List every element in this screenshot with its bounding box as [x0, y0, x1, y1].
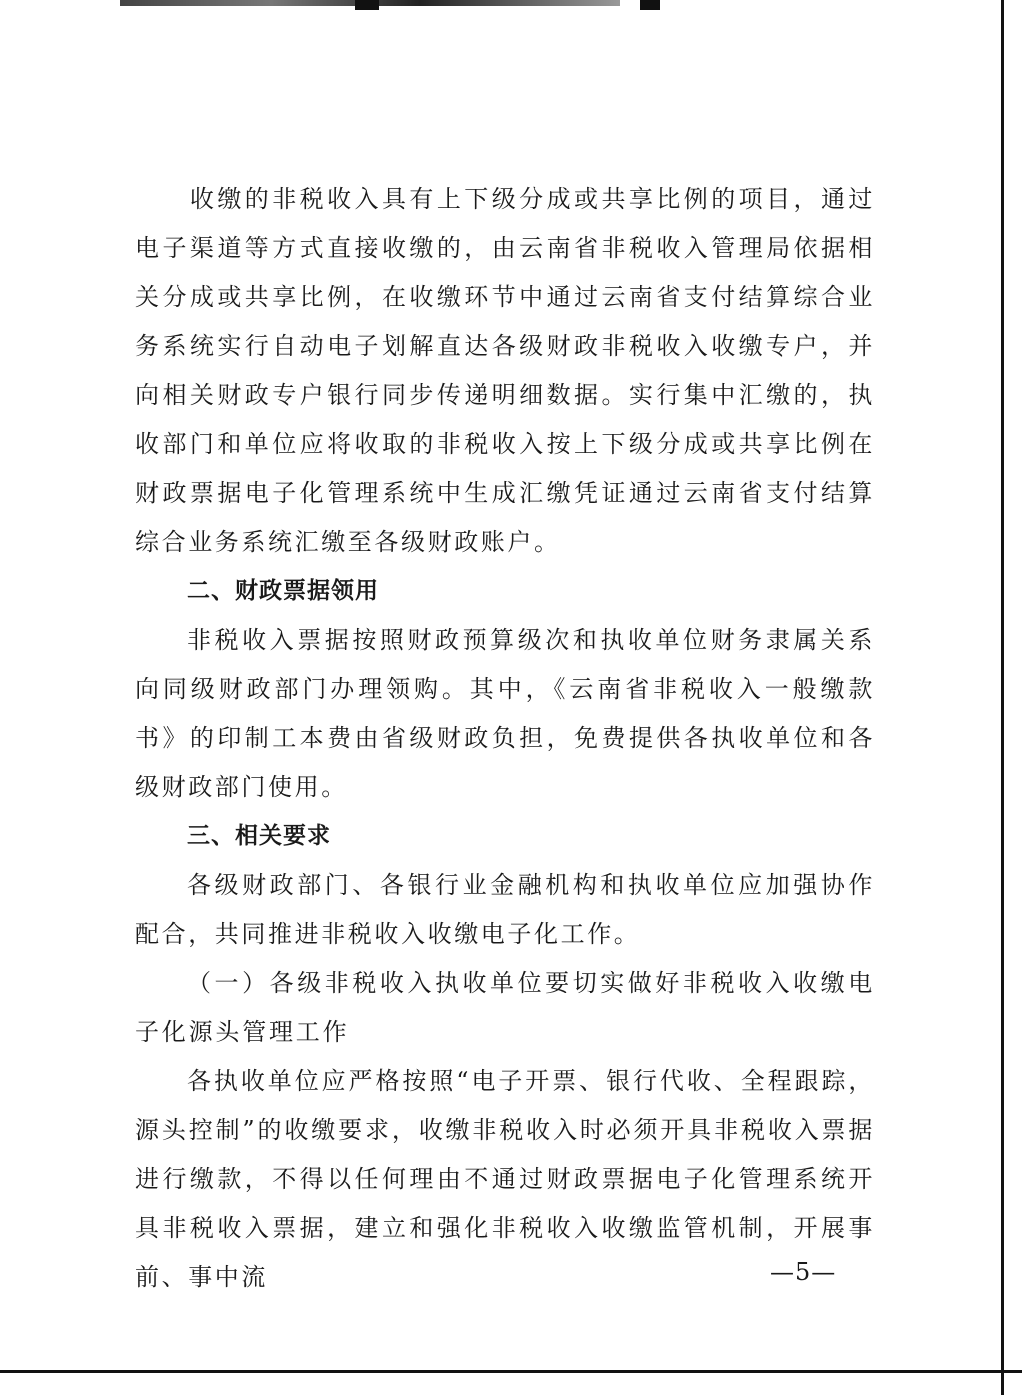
- document-body: [135, 175, 875, 1302]
- scan-border-right: [1001, 0, 1004, 1395]
- paragraph-cooperation: 各级财政部门、各银行业金融机构和执收单位应加强协作配合，共同推进非税收入收缴电子化工作。: [135, 871, 875, 948]
- section-heading-requirements: 三、相关要求: [187, 823, 331, 849]
- subheading-source-management: （一）各级非税收入执收单位要切实做好非税收入收缴电子化源头管理工作: [135, 969, 875, 1046]
- page-number: —5—: [770, 1258, 837, 1286]
- paragraph-collection-requirements: 各执收单位应严格按照“电子开票、银行代收、全程跟踪，源头控制”的收缴要求，收缴非税收入时必须开具非税收入票据进行缴款，不得以任何理由不通过财政票据电子化管理系统开具非税收入票据，建立和强化非税收入收缴监管机制，开展事前、事中流: [135, 1067, 875, 1291]
- paragraph-revenue-sharing: 收缴的非税收入具有上下级分成或共享比例的项目，通过电子渠道等方式直接收缴的，由云南省非税收入管理局依据相关分成或共享比例，在收缴环节中通过云南省支付结算综合业务系统实行自动电子划解直达各级财政非税收入收缴专户，并向相关财政专户银行同步传递明细数据。实行集中汇缴的，执收部门和单位应将收取的非税收入按上下级分成或共享比例在财政票据电子化管理系统中生成汇缴凭证通过云南省支付结算综合业务系统汇缴至各级财政账户。: [135, 185, 875, 556]
- scan-artifact-block: [355, 0, 379, 10]
- section-heading-ticket-collection: 二、财政票据领用: [187, 578, 379, 604]
- scan-border-bottom: [0, 1370, 1022, 1373]
- paragraph-ticket-collection: 非税收入票据按照财政预算级次和执收单位财务隶属关系向同级财政部门办理领购。其中，《云南省非税收入一般缴款书》的印制工本费由省级财政负担，免费提供各执收单位和各级财政部门使用。: [135, 626, 875, 801]
- scan-artifact-block: [640, 0, 660, 10]
